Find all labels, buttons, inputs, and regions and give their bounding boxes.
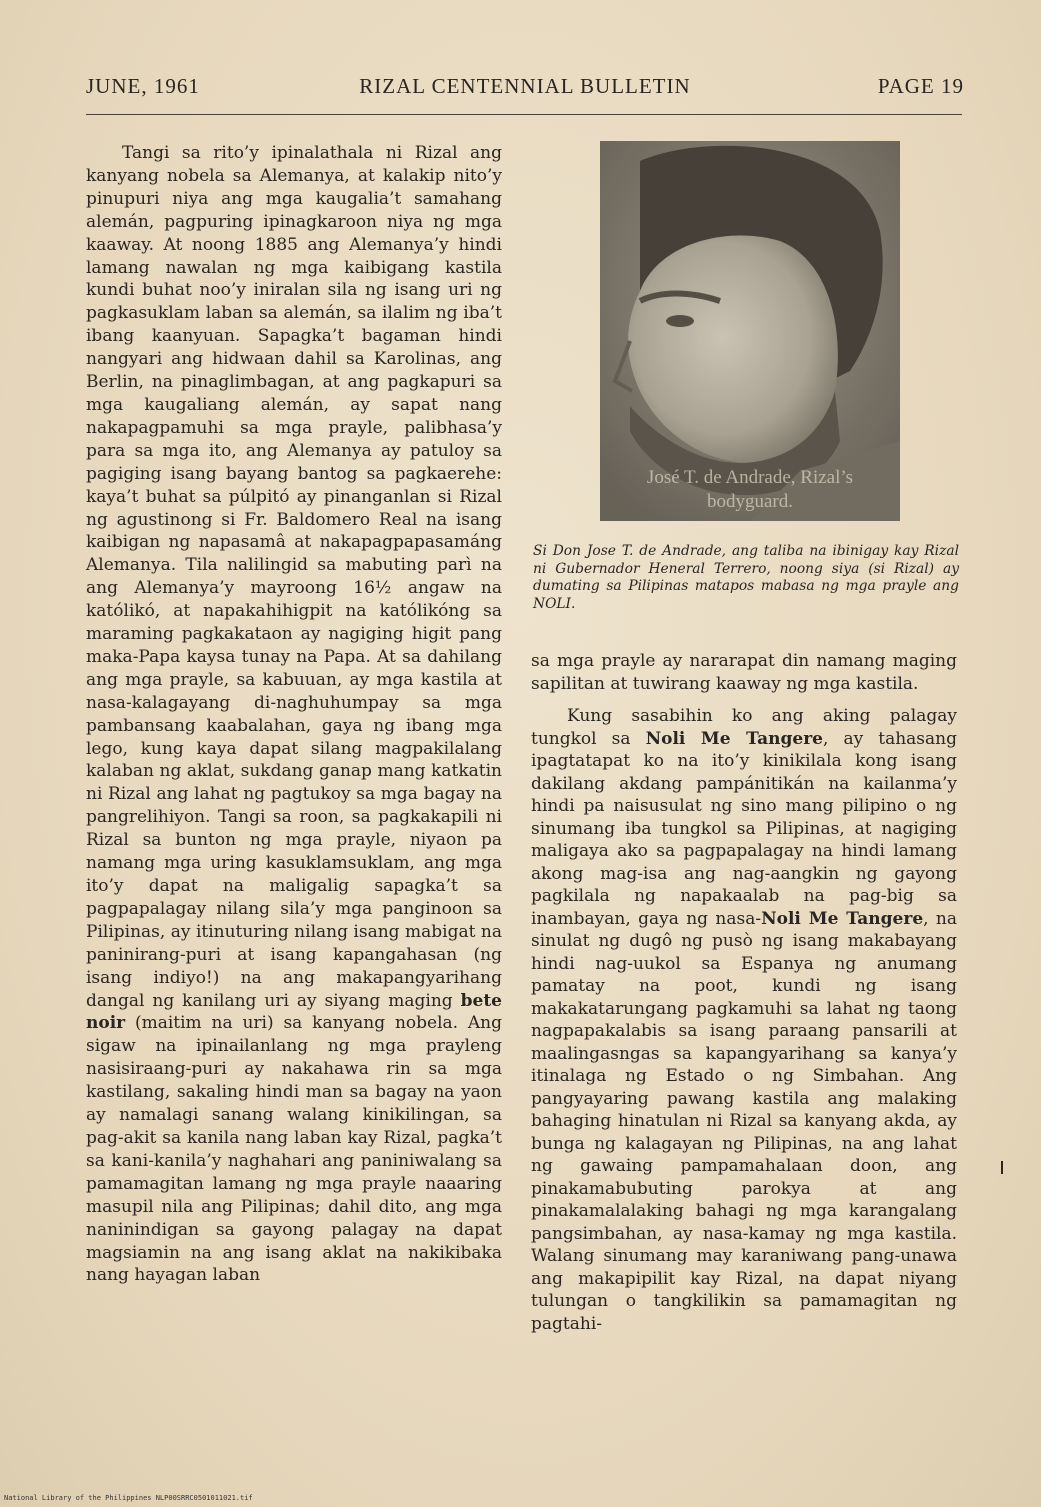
right-paragraph-1: sa mga prayle ay nararapat din namang maging sapilitan at tuwirang kaaway ng mga kastila. xyxy=(531,651,957,694)
left-paragraph-end: (maitim na uri) sa kanyang nobela. Ang sigaw na ipinailanlang ng mga prayleng nasisiraang-puri ay nakahawa rin sa mga kastilang, sakaling hindi man sa bagay na yaon ay namalagi sanang walang kinikilingan, sa pag-akit sa kanila nang laban kay Rizal, pagka’t sa kani-kanila’y naghahari ang paniniwalang sa pamamagitan lamang ng mga prayle naaaring masupil nila ang Pilipinas; dahil dito, ang mga naninindigan sa gayong palagay na dapat magsiamin na ang isang aklat na nakikibaka nang hayagan laban xyxy=(86,1013,502,1286)
right-column xyxy=(531,650,957,1335)
portrait-image xyxy=(600,141,900,521)
noli-title-2: Noli Me Tangere xyxy=(761,908,924,929)
left-paragraph xyxy=(86,142,502,1287)
left-column xyxy=(86,142,502,1287)
noli-title-1: Noli Me Tangere xyxy=(645,728,823,749)
margin-mark xyxy=(1001,1161,1003,1174)
left-paragraph-text: Tangi sa rito’y ipinalathala ni Rizal ang kanyang nobela sa Alemanya, at kalakip nito’y pinupuri niya ang mga kaugalia’t samahang alemán, pagpuring ipinagkaroon niya ng mga kaaway. At noong 1885 ang Alemanya’y hindi lamang nawalan ng mga kaibigang kastila kundi buhat noo’y iniralan sila ng isang uri ng pagkasuklam laban sa alemán, sa ilalim ng iba’t ibang kaanyuan. Sapagka’t bagaman hindi nangyari ang hidwaan dahil sa Karolinas, ang Berlin, na pinaglimbagan, at ang pagkapuri sa mga kaugaliang alemán, ay sapat nang nakapagpamuhi sa mga prayle, palibhasa’y para sa mga ito, ang Alemanya ay patuloy sa pagiging isang bayang bantog sa pagkaerehe: kaya’t buhat sa púlpitó ay pinanganlan si Rizal ng agustinong si Fr. Baldomero Real na isang kaibigan ng napasamâ at nakapagpapasamáng Alemanya. Tila nalilingid sa mabuting parì na ang Alemanya’y mayroong 16½ angaw na katólikó, at napakahihigpit na katólikóng sa maraming pagkakataon ay nagiging higit pang maka-Papa kaysa tunay na Papa. At sa dahilang ang mga prayle, sa kabuuan, ay mga kastila at nasa-kalagayang di-naghuhumpay sa mga pambansang kaabalahan, gaya ng ibang mga lego, kung kaya dapat silang magpakilalang kalaban ng aklat, sukdang ganap mang katkatin ni Rizal ang lahat ng pagtukoy sa mga bagay na pangrelihiyon. Tangi sa roon, sa pagkakapili ni Rizal sa bunton ng mga prayle, niyaon pa namang mga uring kasuklamsuklam, ang mga ito’y dapat na maligalig sapagka’t sa pagpapalagay nilang sila’y mga panginoon sa Pilipinas, ay itinuturing nilang isang mabigat na paninirang-puri at isang kapangahasan (ng isang indiyo!) na ang makapangyarihang dangal ng kanilang uri ay siyang maging xyxy=(86,143,502,1011)
photo-inscription-line1: José T. de Andrade, Rizal’s xyxy=(646,467,854,488)
header-date: JUNE, 1961 xyxy=(86,74,200,98)
photo-inscription-line2: bodyguard. xyxy=(706,491,793,512)
right-p2-text-b: , ay tahasang ipagtatapat ko na ito’y kinikilala kong isang dakilang akdang pampánitikán na kailanma’y hindi pa naisusulat ng sino mang pilipino o ng sinumang iba tungkol sa Pilipinas, at nagiging maligaya ako sa pagpapalagay na hindi lamang akong mag-isa ang nag-aangkin ng gayong pagkilala ng napakaalab na pag-big sa inambayan, gaya ng nasa- xyxy=(531,728,957,929)
scan-footer: National Library of the Philippines NLP00SRRC0501011021.tif xyxy=(4,1494,253,1502)
bete-noir-term: bete noir xyxy=(86,990,502,1034)
photo-caption: Si Don Jose T. de Andrade, ang taliba na ibinigay kay Rizal ni Gubernador Heneral Terrero, noong siya (si Rizal) ay dumating sa Pilipinas matapos mabasa ng mga prayle ang NOLI. xyxy=(533,543,959,612)
right-paragraph-2 xyxy=(531,705,957,1335)
portrait-photo xyxy=(600,141,900,521)
photo-inscription xyxy=(600,466,900,514)
header-title: RIZAL CENTENNIAL BULLETIN xyxy=(359,74,691,98)
header-page-number: PAGE 19 xyxy=(877,74,964,98)
header-rule xyxy=(86,114,962,115)
page-header xyxy=(86,74,964,104)
right-p2-text-c: , na sinulat ng dugô ng pusò ng isang makabayang hindi nag-uukol sa Espanya ng anumang pamatay na poot, kundi ng isang makakatarungang pagkamuhi sa lahat ng taong nagpapakalabis sa isang paraang pansarili at maalingasngas sa kapangyarihang sa kanya’y itinalaga ng Estado o ng Simbahan. Ang pangyayaring pawang kastila ang malaking bahaging hinatulan ni Rizal sa kanyang akda, ay bunga ng kalagayan ng Pilipinas, na ang lahat ng gawaing pampamahalaan doon, ang pinakamabubuting parokya at ang pinakamalalaking bahagi ng mga karangalang pangsimbahan, ay nasa-kamay ng mga kastila. Walang sinumang may karaniwang pang-unawa ang makapipilit kay Rizal, na dapat niyang tulungan o tangkilikin sa pamamagitan ng pagtahi- xyxy=(531,908,957,1334)
right-p2-text-a: Kung sasabihin ko ang aking palagay tungkol sa xyxy=(531,706,957,749)
